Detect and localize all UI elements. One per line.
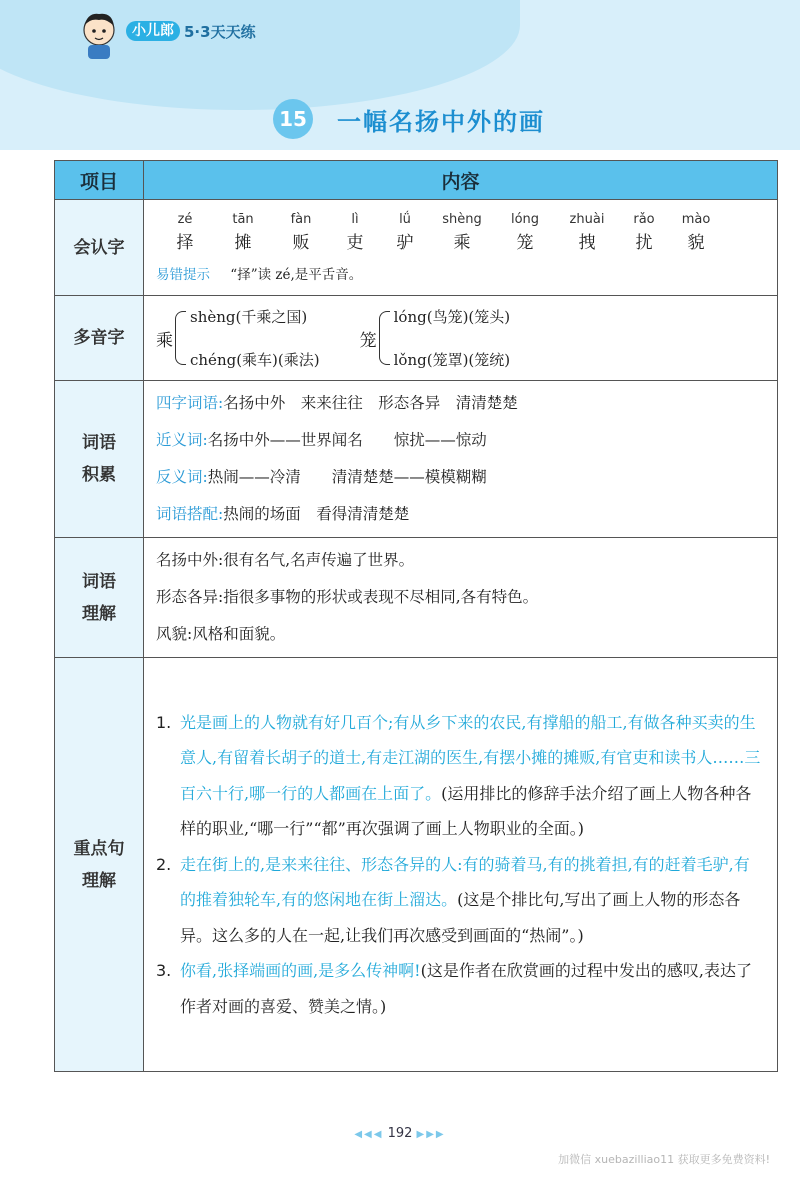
pinyin: lóng — [510, 212, 540, 227]
table-row — [55, 296, 778, 381]
key-sentence: 2. 走在街上的,是来来往往、形态各异的人:有的骑着马,有的挑着担,有的赶着毛驴,有的推着独轮车,有的悠闲地在街上溜达。(这是个排比句,写出了画上人物的形态各异。这么多的人在一起,让我们再次感受到画面的“热闹”。) — [156, 854, 750, 945]
pinyin: lǘ — [399, 212, 411, 227]
key-sentences-content — [144, 658, 778, 1072]
row-label-vocab — [55, 381, 144, 538]
brace-icon — [379, 311, 390, 365]
meaning-content — [144, 538, 778, 658]
literacy-content — [144, 200, 778, 296]
hanzi: 驴 — [396, 233, 414, 253]
tip — [156, 263, 765, 283]
vocab-line: 反义词:热闹——冷清 清清楚楚——模模糊糊 — [156, 468, 487, 486]
row-label-key-sentences — [55, 658, 144, 1072]
pinyin: zhuài — [569, 212, 605, 227]
polyphone-group — [156, 306, 320, 370]
key-sentence: 1. 光是画上的人物就有好几百个;有从乡下来的农民,有撑船的船工,有做各种买卖的生意人,有留着长胡子的道士,有走江湖的医生,有摆小摊的摊贩,有官吏和读书人……三百六十行,哪一行的人都画在上面了。(运用排比的修辞手法介绍了画上人物各种各样的职业,“哪一行”“都”再次强调了画上人物职业的全面。) — [156, 712, 761, 839]
reading: lǒng(笼罩)(笼统) — [393, 351, 511, 369]
table-row — [55, 658, 778, 1072]
right-arrows-icon: ▶▶▶ — [416, 1129, 446, 1140]
reading: chéng(乘车)(乘法) — [190, 351, 320, 369]
hanzi: 扰 — [635, 233, 653, 253]
row-label-literacy: 会认字 — [55, 200, 144, 296]
hanzi: 乘 — [453, 233, 471, 253]
meaning-line: 形态各异:指很多事物的形状或表现不尽相同,各有特色。 — [156, 588, 539, 606]
char-item — [272, 212, 330, 253]
table-row — [55, 538, 778, 658]
polyphone-char: 乘 — [156, 330, 173, 351]
boy-mascot-icon — [76, 10, 122, 60]
char-list — [156, 212, 765, 253]
table-row — [55, 381, 778, 538]
left-arrows-icon: ◀◀◀ — [354, 1129, 384, 1140]
vocab-line: 近义词:名扬中外——世界闻名 惊扰——惊动 — [156, 431, 487, 449]
hanzi: 笼 — [516, 233, 534, 253]
reading: shèng(千乘之国) — [190, 308, 308, 326]
table-row — [55, 200, 778, 296]
reading: lóng(鸟笼)(笼头) — [393, 308, 511, 326]
brand-name: 5·3天天练 — [184, 22, 256, 41]
hanzi: 吏 — [346, 233, 364, 253]
lesson-title — [273, 98, 545, 140]
vocab-line: 四字词语:名扬中外 来来往往 形态各异 清清楚楚 — [156, 394, 518, 412]
char-item — [556, 212, 618, 253]
pinyin: mào — [681, 212, 711, 227]
polyphone-group — [360, 306, 511, 370]
char-item — [670, 212, 722, 253]
tip-label: 易错提示 — [156, 267, 210, 283]
char-item — [330, 212, 380, 253]
label-line: 重点句 — [73, 838, 125, 859]
polyphone-char: 笼 — [359, 330, 377, 351]
header-item: 项目 — [55, 161, 144, 200]
hanzi: 拽 — [578, 233, 596, 253]
page-number: 192 — [387, 1126, 413, 1141]
polyphone-content — [144, 296, 778, 381]
pinyin: shèng — [442, 212, 482, 227]
char-item — [380, 212, 430, 253]
label-line: 词语 — [82, 571, 116, 592]
study-table — [54, 160, 778, 1072]
header-content: 内容 — [144, 161, 778, 200]
hanzi: 择 — [176, 233, 194, 253]
lesson-title-text: 一幅名扬中外的画 — [337, 107, 545, 136]
brace-icon — [175, 311, 186, 365]
label-line: 积累 — [82, 465, 116, 485]
brand — [126, 20, 256, 42]
hanzi: 贩 — [292, 233, 310, 253]
label-line: 理解 — [82, 603, 116, 624]
row-label-polyphone: 多音字 — [55, 296, 144, 381]
brand-logo: 小儿郎 — [126, 21, 180, 41]
meaning-line: 名扬中外:很有名气,名声传遍了世界。 — [156, 551, 415, 569]
meaning-line: 风貌:风格和面貌。 — [156, 625, 286, 643]
char-item — [214, 212, 272, 253]
hanzi: 貌 — [687, 233, 705, 253]
char-item — [618, 212, 670, 253]
page-footer — [0, 1126, 800, 1141]
lesson-number-badge: 15 — [273, 99, 313, 139]
pinyin: lì — [351, 212, 359, 227]
pinyin: zé — [177, 212, 193, 227]
pinyin: rǎo — [633, 212, 655, 227]
tip-text: “择”读 zé,是平舌音。 — [230, 267, 363, 283]
hanzi: 摊 — [234, 233, 252, 253]
char-item — [430, 212, 494, 253]
vocab-line: 词语搭配:热闹的场面 看得清清楚楚 — [156, 505, 410, 523]
pinyin: fàn — [290, 212, 312, 227]
label-line: 理解 — [82, 870, 116, 891]
label-line: 词语 — [82, 433, 116, 453]
char-item — [494, 212, 556, 253]
vocab-content — [144, 381, 778, 538]
pinyin: tān — [232, 212, 254, 227]
char-item — [156, 212, 214, 253]
key-sentence: 3. 你看,张择端画的画,是多么传神啊!(这是作者在欣赏画的过程中发出的感叹,表达了作者对画的喜爱、赞美之情。) — [156, 961, 752, 1016]
watermark: 加微信 xuebazilliao11 获取更多免费资料! — [558, 1153, 770, 1166]
row-label-meaning — [55, 538, 144, 658]
